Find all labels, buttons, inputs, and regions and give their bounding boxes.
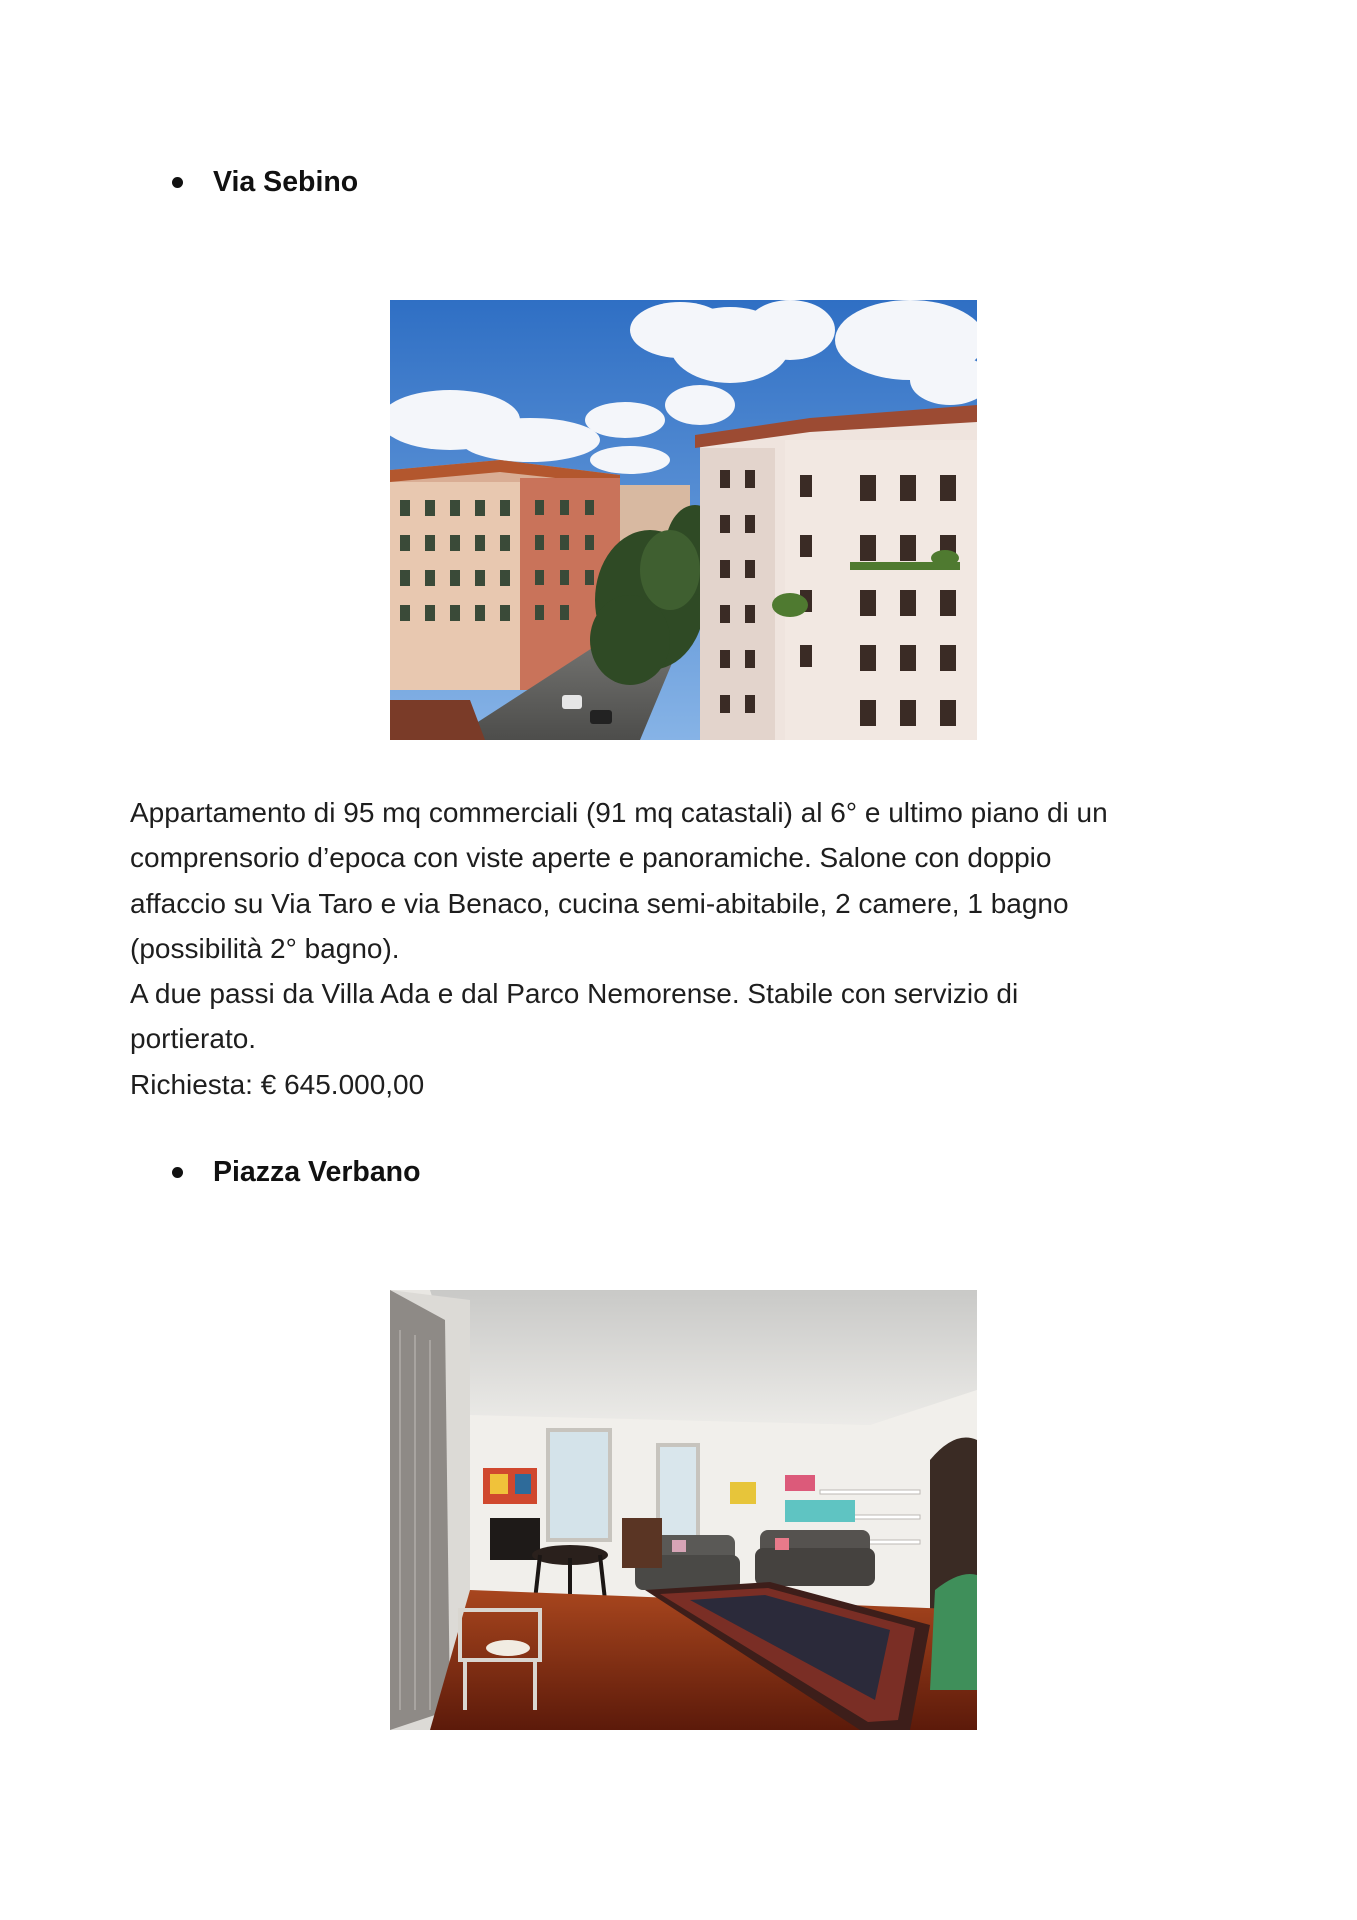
description-line: A due passi da Villa Ada e dal Parco Nemorense. Stabile con servizio di bbox=[130, 978, 1019, 1010]
bullet-icon bbox=[172, 1167, 183, 1178]
bullet-icon bbox=[172, 177, 183, 188]
description-line: Appartamento di 95 mq commerciali (91 mq catastali) al 6° e ultimo piano di un bbox=[130, 797, 1108, 828]
listing-heading bbox=[172, 166, 358, 199]
living-room-interior-photo bbox=[390, 1290, 977, 1730]
listing-title: Piazza Verbano bbox=[213, 1156, 421, 1188]
description-line: affaccio su Via Taro e via Benaco, cucina semi-abitabile, 2 camere, 1 bagno bbox=[130, 887, 1069, 919]
description-line: (possibilità 2° bagno). bbox=[130, 932, 400, 964]
listing-description bbox=[130, 790, 1280, 1107]
description-line: portierato. bbox=[130, 1023, 257, 1055]
listing-heading bbox=[172, 1156, 421, 1189]
apartment-buildings-street-photo bbox=[390, 300, 977, 740]
description-line: comprensorio d’epoca con viste aperte e panoramiche. Salone con doppio bbox=[130, 842, 1052, 874]
listing-title: Via Sebino bbox=[213, 166, 359, 198]
listing-price: Richiesta: € 645.000,00 bbox=[130, 1068, 425, 1100]
